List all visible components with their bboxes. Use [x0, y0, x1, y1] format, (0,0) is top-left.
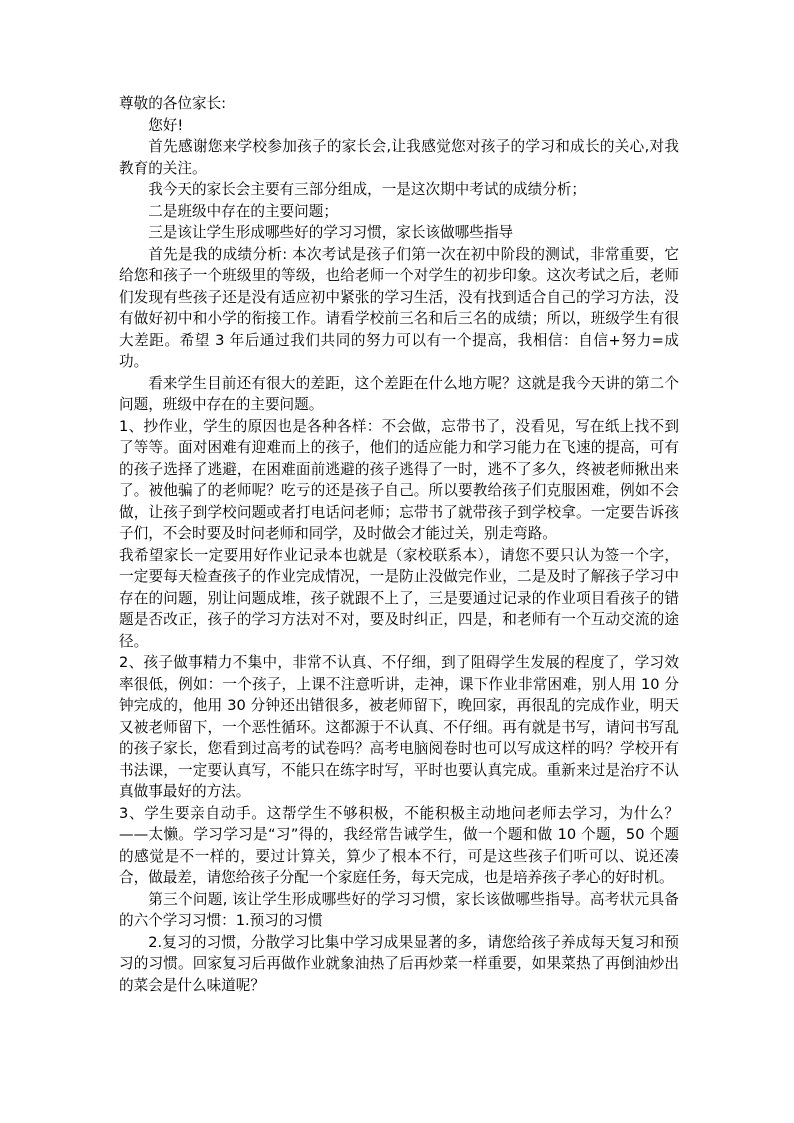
paragraph-second-issue: 看来学生目前还有很大的差距，这个差距在什么地方呢？这就是我今天讲的第二个问题，班级中存在的主要问题。: [119, 374, 679, 413]
paragraph-score-analysis: 首先是我的成绩分析: 本次考试是孩子们第一次在初中阶段的测试，非常重要，它给您和孩子一个班级里的等级，也给老师一个对学生的初步印象。这次考试之后，老师们发现有些孩子还是没有适应初中紧张的学习生活，没有找到适合自己的学习方法，没有做好初中和小学的衔接工作。请看学校前三名和后三名的成绩；所以，班级学生有很大差距。希望 3 年后通过我们共同的努力可以有一个提高，我相信：自信+努力=成功。: [119, 245, 679, 370]
paragraph-agenda-1: 我今天的家长会主要有三部分组成，一是这次期中考试的成绩分析；: [148, 181, 587, 198]
paragraph-greeting: 您好!: [148, 116, 184, 134]
paragraph-thanks: 首先感谢您来学校参加孩子的家长会,让我感觉您对孩子的学习和成长的关心,对我教育的关注。: [119, 138, 679, 177]
paragraph-issue-3: 3、学生要亲自动手。这帮学生不够积极，不能积极主动地问老师去学习，为什么？——太懒。学习学习是“习”得的，我经常告诫学生，做一个题和做 10 个题，50 个题的感觉是不一样的，要过计算关，算少了根本不行，可是这些孩子们听可以、说还凑合，做最差，请您给孩子分配一个家庭任务，每天完成，也是培养孩子孝心的好时机。: [119, 804, 679, 886]
document-body: [119, 93, 679, 996]
paragraph-review-habit: 2.复习的习惯，分散学习比集中学习成果显著的多，请您给孩子养成每天复习和预习的习惯。回家复习后再做作业就象油热了后再炒菜一样重要，如果菜热了再倒油炒出的菜会是什么味道呢？: [119, 933, 679, 994]
salutation: 尊敬的各位家长:: [119, 95, 227, 112]
paragraph-third-issue: 第三个问题, 该让学生形成哪些好的学习习惯，家长该做哪些指导。高考状元具备的六个学习习惯：1.预习的习惯: [119, 890, 679, 929]
paragraph-issue-1: 1、抄作业，学生的原因也是各种各样：不会做，忘带书了，没看见，写在纸上找不到了等等。面对困难有迎难而上的孩子，他们的适应能力和学习能力在飞速的提高，可有的孩子选择了逃避，在困难面前逃避的孩子逃得了一时，逃不了多久，终被老师揪出来了。被他骗了的老师呢？吃亏的还是孩子自己。所以要教给孩子们克服困难，例如不会做，让孩子到学校问题或者打电话问老师；忘带书了就带孩子到学校拿。一定要告诉孩子们，不会时要及时问老师和同学，及时做会才能过关，别走弯路。: [119, 417, 679, 542]
paragraph-agenda-2: 二是班级中存在的主要问题；: [148, 202, 338, 220]
paragraph-homework-record: 我希望家长一定要用好作业记录本也就是（家校联系本），请您不要只认为签一个字，一定要每天检查孩子的作业完成情况，一是防止没做完作业，二是及时了解孩子学习中存在的问题，别让问题成堆，孩子就跟不上了，三是要通过记录的作业项目看孩子的错题是否改正，孩子的学习方法对不对，要及时纠正，四是，和老师有一个互动交流的途径。: [119, 546, 679, 650]
paragraph-agenda-3: 三是该让学生形成哪些好的学习习惯，家长该做哪些指导: [148, 224, 514, 241]
paragraph-issue-2: 2、孩子做事精力不集中，非常不认真、不仔细，到了阻碍学生发展的程度了，学习效率很低，例如：一个孩子，上课不注意听讲，走神，课下作业非常困难，别人用 10 分钟完成的，他用 30 分钟还出错很多，被老师留下，晚回家，再很乱的完成作业，明天又被老师留下，一个恶性循环。这都源于不认真、不仔细。再有就是书写，请问书写乱的孩子家长，您看到过高考的试卷吗？高考电脑阅卷时也可以写成这样的吗？学校开有书法课，一定要认真写，不能只在练字时写，平时也要认真完成。重新来过是治疗不认真做事最好的方法。: [119, 654, 679, 800]
